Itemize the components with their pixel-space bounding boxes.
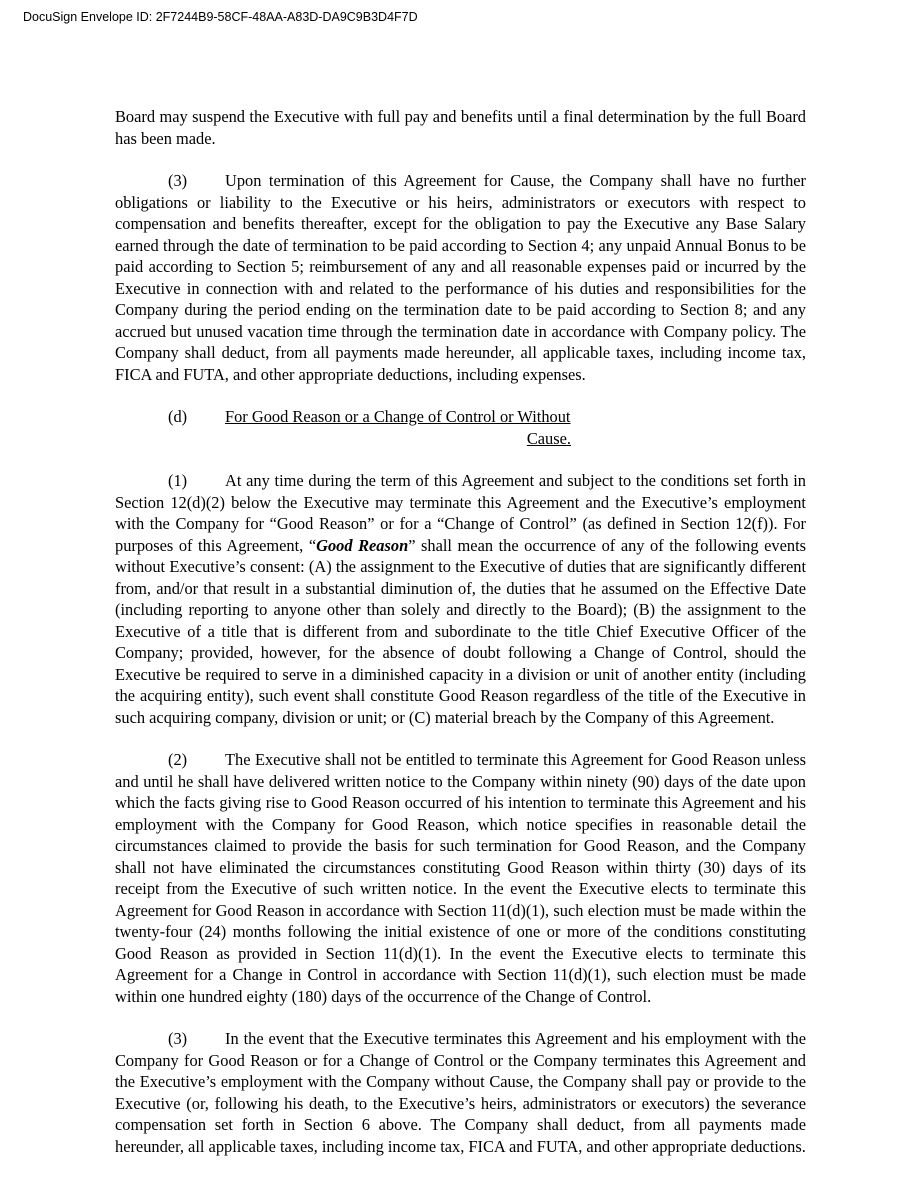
- paragraph-text: Upon termination of this Agreement for Cause, the Company shall have no further obligations or liability to the Executive or his heirs, administrators or executors with respect to compensation and benefits thereafter, except for the obligation to pay the Executive any Base Salary earned through the date of termination to be paid according to Section 4; any unpaid Annual Bonus to be paid according to Section 5; reimbursement of any and all reasonable expenses paid or incurred by the Executive in connection with and related to the performance of his duties and responsibilities for the Company during the period ending on the termination date to be paid according to Section 8; and any accrued but unused vacation time through the termination date in accordance with Company policy. The Company shall deduct, from all payments made hereunder, all applicable taxes, including income tax, FICA and FUTA, and other appropriate deductions, including expenses.: [115, 171, 806, 384]
- paragraph: [115, 106, 806, 149]
- paragraph-text: At any time during the term of this Agreement and subject to the conditions set forth in Section 12(d)(2) below the Executive may terminate this Agreement and the Executive’s employment with the Company for “Good Reason” or for a “Change of Control” (as defined in Section 12(f)). For purposes of this Agreement, “: [115, 471, 806, 555]
- paragraph: [115, 470, 806, 728]
- paragraph: [115, 170, 806, 385]
- paragraph-number: (1): [168, 471, 188, 490]
- heading-number: (d): [168, 407, 188, 426]
- docusign-envelope-id: DocuSign Envelope ID: 2F7244B9-58CF-48AA-A83D-DA9C9B3D4F7D: [23, 10, 418, 24]
- emphasized-term: Good Reason: [316, 535, 409, 555]
- section-heading: [115, 406, 806, 449]
- paragraph-number: (3): [168, 1029, 188, 1048]
- heading-line-continued: [115, 428, 571, 450]
- document-content: [115, 106, 806, 1178]
- paragraph-number: (3): [168, 171, 188, 190]
- paragraph-text: In the event that the Executive terminates this Agreement and his employment with the Company for Good Reason or for a Change of Control or the Company terminates this Agreement and the Executive’s employment with the Company without Cause, the Company shall pay or provide to the Executive (or, following his death, to the Executive’s heirs, administrators or executors) the severance compensation set forth in Section 6 above. The Company shall deduct, from all payments made hereunder, all applicable taxes, including income tax, FICA and FUTA, and other appropriate deductions.: [115, 1029, 806, 1156]
- heading-text: For Good Reason or a Change of Control or Without: [225, 407, 571, 426]
- paragraph-text: Board may suspend the Executive with full pay and benefits until a final determination by the full Board has been made.: [115, 107, 806, 148]
- heading-line: [115, 406, 806, 428]
- paragraph-text: ” shall mean the occurrence of any of the following events without Executive’s consent: (A) the assignment to the Executive of duties that are significantly different from, and/or that result in a substantial diminution of, the duties that he assumed on the Effective Date (including reporting to anyone other than solely and directly to the Board); (B) the assignment to the Executive of a title that is different from and subordinate to the title Chief Executive Officer of the Company; provided, however, for the absence of doubt following a Change of Control, should the Executive be required to serve in a diminished capacity in a division or unit of another entity (including the acquiring entity), such event shall constitute Good Reason regardless of the title of the Executive in such acquiring company, division or unit; or (C) material breach by the Company of this Agreement.: [115, 535, 806, 727]
- heading-text-continued: Cause.: [526, 428, 571, 448]
- paragraph: [115, 1028, 806, 1157]
- paragraph-text: The Executive shall not be entitled to terminate this Agreement for Good Reason unless and until he shall have delivered written notice to the Company within ninety (90) days of the date upon which the facts giving rise to Good Reason occurred of his intention to terminate this Agreement and his employment with the Company for Good Reason, which notice specifies in reasonable detail the circumstances claimed to provide the basis for such termination for Good Reason, and the Company shall not have eliminated the circumstances constituting Good Reason within thirty (30) days of its receipt from the Executive of such written notice. In the event the Executive elects to terminate this Agreement for Good Reason in accordance with Section 11(d)(1), such election must be made within the twenty-four (24) months following the initial existence of one or more of the conditions constituting Good Reason as provided in Section 11(d)(1). In the event the Executive elects to terminate this Agreement for a Change in Control in accordance with Section 11(d)(1), such election must be made within one hundred eighty (180) days of the occurrence of the Change of Control.: [115, 750, 806, 1006]
- paragraph: [115, 749, 806, 1007]
- paragraph-number: (2): [168, 750, 188, 769]
